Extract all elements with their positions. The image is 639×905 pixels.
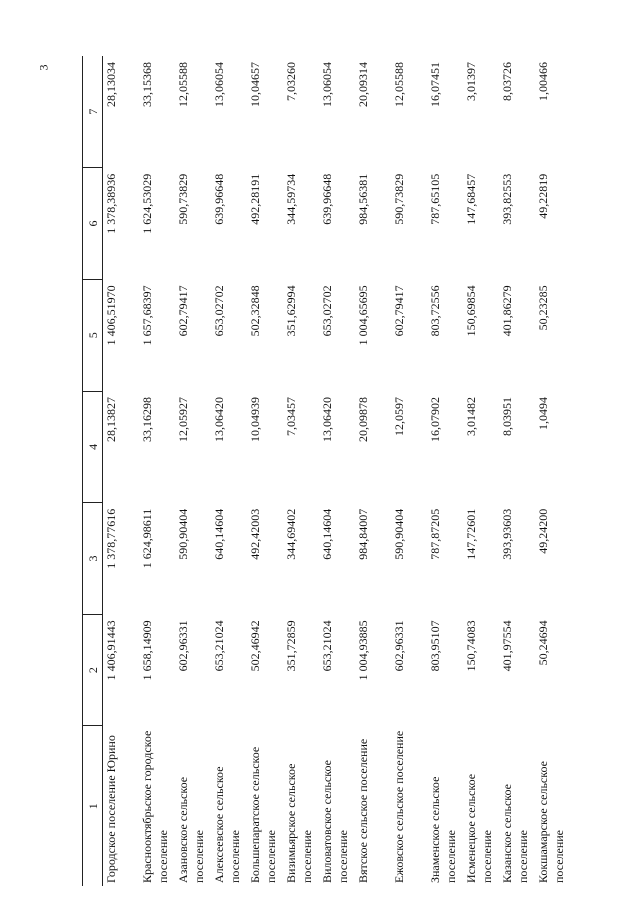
table-cell: 401,97554 (499, 620, 514, 672)
column-header: 1 (83, 726, 103, 886)
table-row (499, 56, 535, 886)
table-row (139, 56, 175, 886)
table-cell: 351,72859 (283, 620, 298, 672)
table-cell: 20,09878 (355, 397, 370, 443)
table-cell: 13,06054 (211, 62, 226, 107)
table-cell: 49,24200 (535, 508, 550, 554)
row-label: Казанское сельское поселение (499, 784, 530, 883)
table-cell: 147,72601 (463, 508, 478, 560)
row-label: Городское поселение Юрино (104, 735, 118, 883)
table-row (463, 56, 499, 886)
table-cell: 12,05588 (175, 62, 190, 107)
table-cell: 13,06420 (211, 397, 226, 443)
table-cell: 1 378,77616 (104, 508, 118, 569)
table-cell: 787,65105 (427, 173, 442, 225)
table-cell: 639,96648 (211, 173, 226, 225)
row-label: Вятское сельское поселение (355, 738, 370, 883)
table-cell: 13,06420 (319, 397, 334, 443)
row-label: Визимьярское сельское поселение (283, 763, 314, 883)
table-cell: 1 657,68397 (139, 285, 154, 346)
table-cell: 590,73829 (175, 173, 190, 225)
table-row (175, 56, 211, 886)
row-label: Исменецкое сельское поселение (463, 773, 494, 883)
rotated-table-container (82, 56, 578, 886)
table-row (535, 56, 571, 886)
table-cell: 1,00466 (535, 62, 550, 101)
table-cell: 12,05588 (391, 62, 406, 107)
row-label: Знаменское сельское поселение (427, 776, 458, 883)
table-cell: 393,93603 (499, 508, 514, 560)
row-label: Большепаратское сельское поселение (247, 746, 278, 883)
page-number: 3 (36, 64, 51, 71)
table-row (391, 56, 427, 886)
row-label: Азановское сельское поселение (175, 776, 206, 883)
table-cell: 787,87205 (427, 508, 442, 560)
table-cell: 1 004,93885 (355, 620, 370, 681)
row-label: Ежовское сельское поселение (391, 730, 406, 883)
table-cell: 1 406,51970 (104, 285, 118, 346)
table-cell: 150,69854 (463, 285, 478, 337)
table-cell: 803,72556 (427, 285, 442, 337)
table-cell: 50,23285 (535, 285, 550, 331)
table-cell: 602,79417 (175, 285, 190, 337)
column-header: 5 (83, 279, 103, 391)
table-cell: 7,03457 (283, 397, 298, 437)
table-cell: 12,0597 (391, 397, 406, 437)
table-row (103, 56, 139, 886)
table-row (211, 56, 247, 886)
table-cell: 602,79417 (391, 285, 406, 337)
table-cell: 803,95107 (427, 620, 442, 672)
table-cell: 1 624,53029 (139, 173, 154, 234)
table-cell: 28,13034 (104, 62, 118, 107)
table-cell: 590,90404 (391, 508, 406, 560)
row-label: Виловатовское сельское поселение (319, 760, 350, 883)
table-cell: 13,06054 (319, 62, 334, 107)
table-row (427, 56, 463, 886)
row-label: Кокшамарское сельское поселение (535, 761, 566, 883)
table-cell: 50,24694 (535, 620, 550, 666)
table-cell: 1 378,38936 (104, 173, 118, 234)
table-cell: 502,46942 (247, 620, 262, 672)
table-cell: 984,56381 (355, 173, 370, 225)
table-cell: 3,01482 (463, 397, 478, 437)
table-cell: 502,32848 (247, 285, 262, 337)
table-row (283, 56, 319, 886)
table-cell: 640,14604 (319, 508, 334, 560)
table-cell: 28,13827 (104, 397, 118, 443)
table-cell: 33,15368 (139, 62, 154, 107)
table-row (355, 56, 391, 886)
table-cell: 344,69402 (283, 508, 298, 560)
table-cell: 16,07902 (427, 397, 442, 443)
column-header: 2 (83, 614, 103, 726)
table-cell: 150,74083 (463, 620, 478, 672)
table-cell: 653,21024 (211, 620, 226, 672)
table-cell: 20,09314 (355, 62, 370, 107)
table-cell: 492,28191 (247, 173, 262, 225)
table-cell: 393,82553 (499, 173, 514, 225)
table-cell: 16,07451 (427, 62, 442, 107)
column-header: 3 (83, 503, 103, 615)
table-cell: 1 004,65695 (355, 285, 370, 346)
table-row (319, 56, 355, 886)
table-cell: 653,02702 (211, 285, 226, 337)
table-cell: 147,68457 (463, 173, 478, 225)
table-header-row (83, 56, 103, 886)
column-header: 7 (83, 56, 103, 168)
table-cell: 590,90404 (175, 508, 190, 560)
table-cell: 7,03260 (283, 62, 298, 101)
table-cell: 10,04939 (247, 397, 262, 443)
table-cell: 401,86279 (499, 285, 514, 337)
table-cell: 653,21024 (319, 620, 334, 672)
column-header: 6 (83, 168, 103, 280)
table-cell: 1,0494 (535, 397, 550, 431)
table-cell: 639,96648 (319, 173, 334, 225)
table-cell: 10,04657 (247, 62, 262, 107)
row-label: Красноoктябрьское городское поселение (139, 730, 170, 883)
data-table (82, 56, 571, 886)
row-label: Алексеевское сельское поселение (211, 766, 242, 883)
table-cell: 49,22819 (535, 173, 550, 219)
table-cell: 1 406,91443 (104, 620, 118, 681)
table-cell: 984,84007 (355, 508, 370, 560)
table-cell: 12,05927 (175, 397, 190, 443)
table-cell: 8,03951 (499, 397, 514, 437)
table-cell: 653,02702 (319, 285, 334, 337)
column-header: 4 (83, 391, 103, 503)
table-cell: 602,96331 (391, 620, 406, 672)
table-cell: 351,62994 (283, 285, 298, 337)
table-cell: 3,01397 (463, 62, 478, 101)
table-cell: 590,73829 (391, 173, 406, 225)
table-cell: 640,14604 (211, 508, 226, 560)
table-cell: 1 624,98611 (139, 508, 154, 569)
table-row (247, 56, 283, 886)
table-cell: 344,59734 (283, 173, 298, 225)
table-cell: 602,96331 (175, 620, 190, 672)
table-cell: 492,42003 (247, 508, 262, 560)
table-cell: 1 658,14909 (139, 620, 154, 681)
table-cell: 8,03726 (499, 62, 514, 101)
table-cell: 33,16298 (139, 397, 154, 443)
